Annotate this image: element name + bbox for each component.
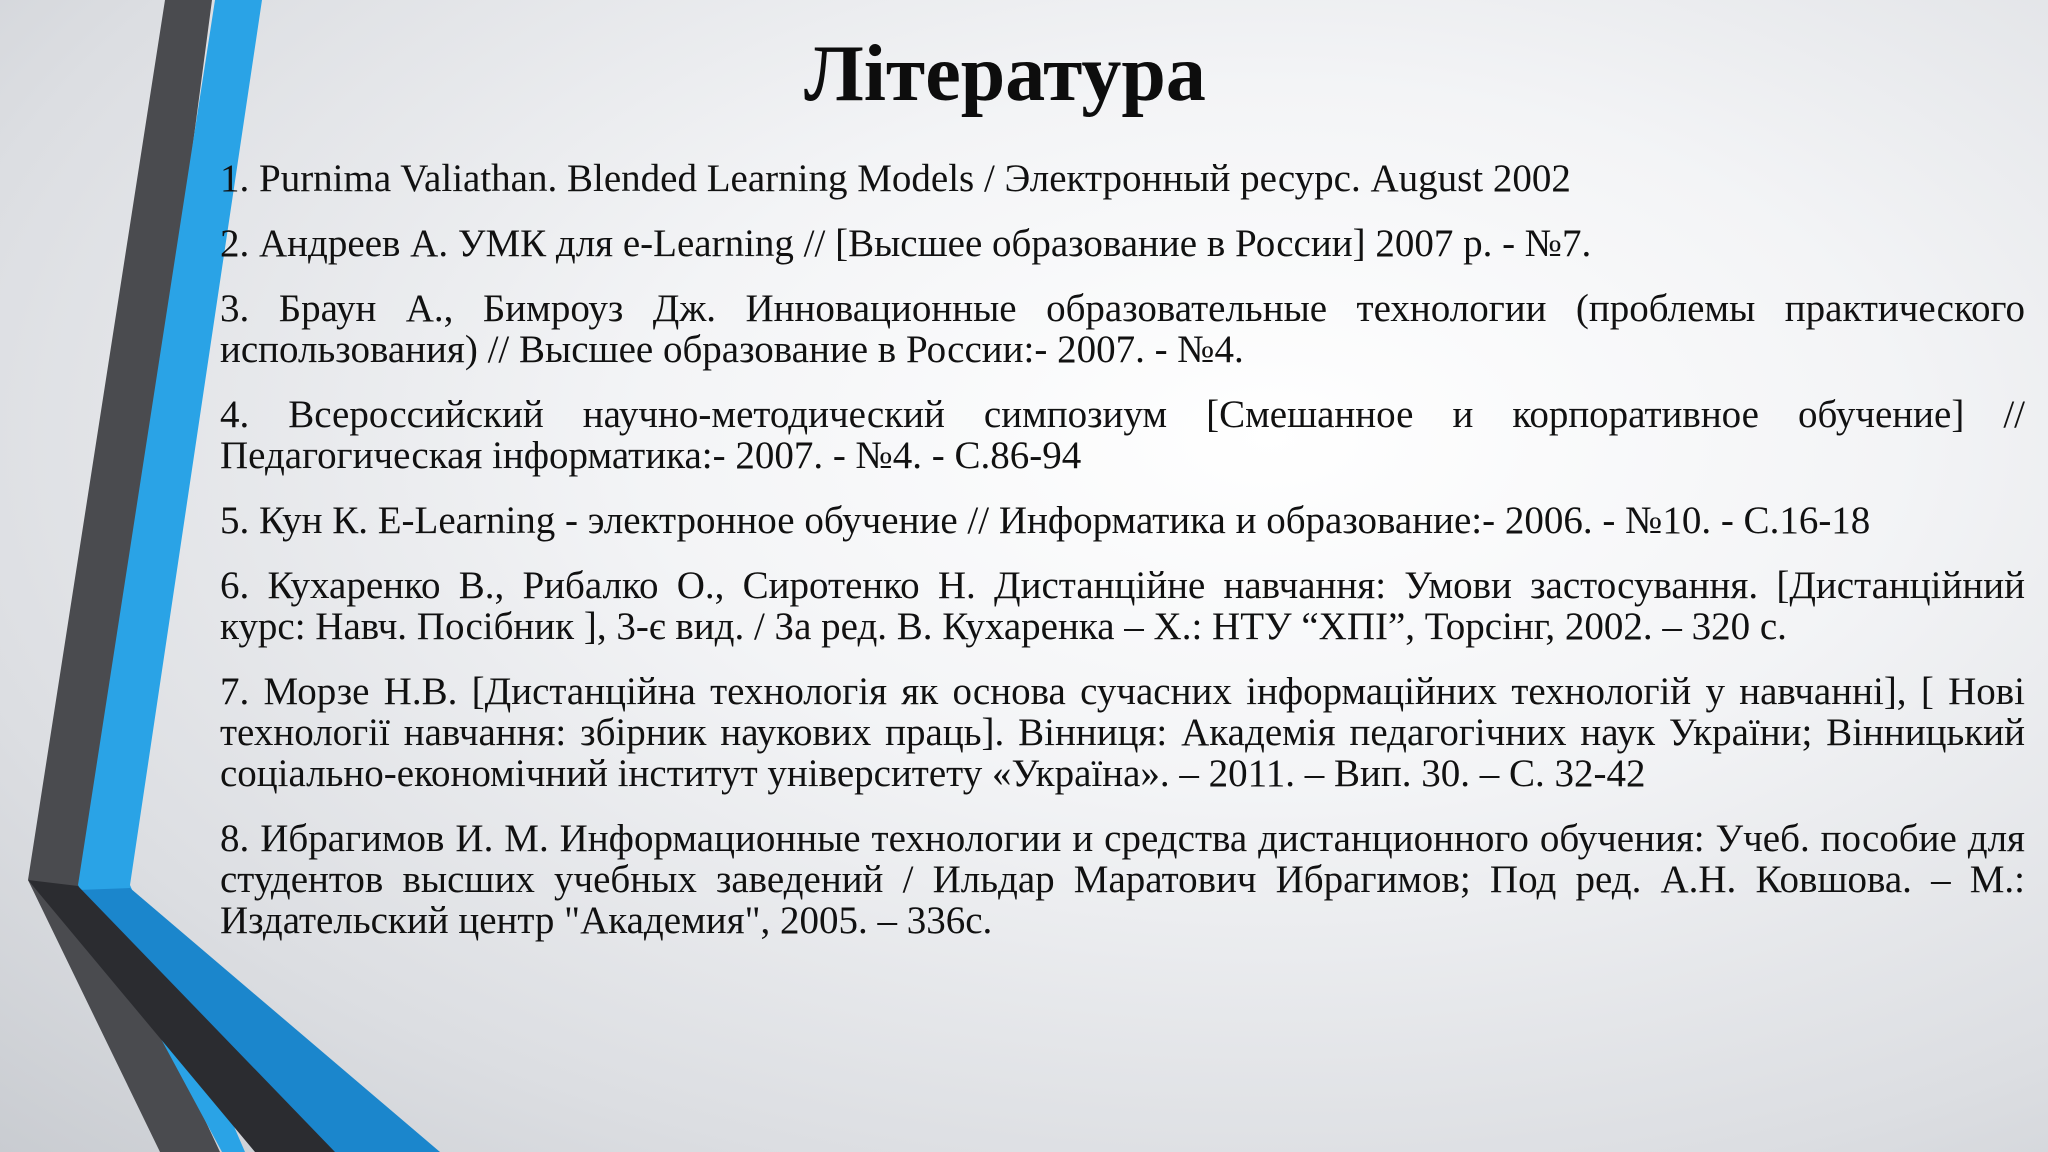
reference-item: 6. Кухаренко В., Рибалко О., Сиротенко Н. Дистанційне навчання: Умови застосування. [Дистанційний курс: Навч. Посібник ], 3-є вид. / За ред. В. Кухаренка – Х.: НТУ “ХПІ”, Торсінг, 2002. – 320 с.	[220, 564, 2025, 648]
reference-item: 4. Всероссийский научно-методический симпозиум [Смешанное и корпоративное обучение] // Педагогическая інформатика:- 2007. - №4. - С.86-94	[220, 393, 2025, 477]
reference-item: 7. Морзе Н.В. [Дистанційна технологія як основа сучасних інформаційних технологій у навчанні], [ Нові технології навчання: збірник наукових праць]. Вінниця: Академія педагогічних наук України; Вінницький соціально-економічний інститут університету «Україна». – 2011. – Вип. 30. – С. 32-42	[220, 670, 2025, 795]
reference-item: 2. Андреев А. УМК для e-Learning // [Высшее образование в России] 2007 р. - №7.	[220, 222, 1592, 265]
reference-item: 1. Purnima Valiathan. Blended Learning Models / Электронный ресурс. August 2002	[220, 157, 1571, 200]
slide-title: Література	[804, 30, 1206, 118]
reference-item: 5. Кун К. E-Learning - электронное обучение // Информатика и образование:- 2006. - №10. - С.16-18	[220, 499, 1871, 542]
reference-list	[220, 158, 2025, 965]
reference-item: 8. Ибрагимов И. М. Информационные технологии и средства дистанционного обучения: Учеб. пособие для студентов высших учебных заведений / Ильдар Маратович Ибрагимов; Под ред. А.Н. Ковшова. – М.: Издательский центр "Академия", 2005. – 336с.	[220, 817, 2025, 942]
reference-item: 3. Браун А., Бимроуз Дж. Инновационные образовательные технологии (проблемы практического использования) // Высшее образование в России:- 2007. - №4.	[220, 287, 2025, 371]
